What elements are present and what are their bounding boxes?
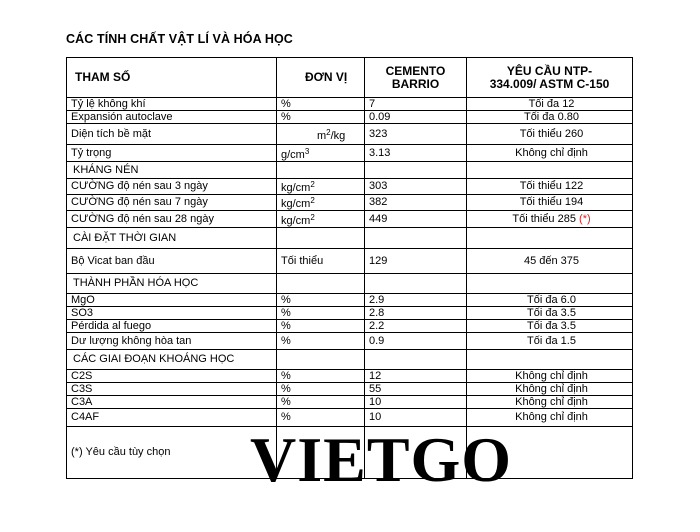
table-row bbox=[67, 179, 633, 195]
param-name: Bộ Vicat ban đầu bbox=[67, 249, 277, 274]
unit-cell: % bbox=[277, 111, 365, 124]
requirement-value: Tối đa 12 bbox=[467, 98, 633, 111]
requirement-value: 45 đến 375 bbox=[467, 249, 633, 274]
cemento-value: 3.13 bbox=[365, 145, 467, 162]
requirement-value: Tối thiểu 285 (*) bbox=[467, 211, 633, 228]
empty-cell bbox=[467, 274, 633, 294]
requirement-value: Tối đa 3.5 bbox=[467, 307, 633, 320]
requirement-value: Tối đa 3.5 bbox=[467, 320, 633, 333]
unit-cell: $kg/cm^2$ bbox=[277, 195, 365, 211]
requirement-value: Không chỉ định bbox=[467, 145, 633, 162]
header-requirement: YÊU CẦU NTP- 334.009/ ASTM C-150 bbox=[467, 58, 633, 98]
empty-cell bbox=[365, 274, 467, 294]
table-row bbox=[67, 294, 633, 307]
cemento-value: 2.2 bbox=[365, 320, 467, 333]
cemento-value: 10 bbox=[365, 409, 467, 427]
empty-cell bbox=[467, 228, 633, 249]
table-row bbox=[67, 145, 633, 162]
requirement-value: Tối đa 6.0 bbox=[467, 294, 633, 307]
section-label: THÀNH PHẦN HÓA HỌC bbox=[67, 274, 277, 294]
empty-cell bbox=[467, 162, 633, 179]
requirement-value: Tối đa 1.5 bbox=[467, 333, 633, 350]
param-name: Tỷ trọng bbox=[67, 145, 277, 162]
unit-cell: % bbox=[277, 294, 365, 307]
unit-cell: % bbox=[277, 370, 365, 383]
cemento-value: 2.8 bbox=[365, 307, 467, 320]
requirement-value: Tối đa 0.80 bbox=[467, 111, 633, 124]
requirement-value: Không chỉ định bbox=[467, 409, 633, 427]
requirement-value: Không chỉ định bbox=[467, 370, 633, 383]
empty-cell bbox=[277, 162, 365, 179]
param-name: C3A bbox=[67, 396, 277, 409]
param-name: C3S bbox=[67, 383, 277, 396]
unit-cell: % bbox=[277, 383, 365, 396]
unit-cell: % bbox=[277, 307, 365, 320]
cemento-value: 323 bbox=[365, 124, 467, 145]
section-label: CÁC GIAI ĐOẠN KHOÁNG HỌC bbox=[67, 350, 277, 370]
param-name: Dư lượng không hòa tan bbox=[67, 333, 277, 350]
requirement-value: Tối thiểu 122 bbox=[467, 179, 633, 195]
requirement-value: Tối thiểu 260 bbox=[467, 124, 633, 145]
table-row bbox=[67, 249, 633, 274]
requirement-value: Không chỉ định bbox=[467, 383, 633, 396]
cemento-value: 2.9 bbox=[365, 294, 467, 307]
cemento-value: 10 bbox=[365, 396, 467, 409]
unit-cell: $m^2/kg$ bbox=[277, 124, 365, 145]
unit-cell: $kg/cm^2$ bbox=[277, 211, 365, 228]
section-row bbox=[67, 350, 633, 370]
empty-cell bbox=[365, 350, 467, 370]
empty-cell bbox=[277, 350, 365, 370]
section-row bbox=[67, 274, 633, 294]
table-row bbox=[67, 333, 633, 350]
param-name: CƯỜNG độ nén sau 7 ngày bbox=[67, 195, 277, 211]
cemento-value: 7 bbox=[365, 98, 467, 111]
document-title: CÁC TÍNH CHẤT VẬT LÍ VÀ HÓA HỌC bbox=[66, 32, 293, 46]
param-name: SO3 bbox=[67, 307, 277, 320]
cemento-value: 55 bbox=[365, 383, 467, 396]
watermark-logo: VIETGO bbox=[250, 424, 513, 495]
unit-cell: % bbox=[277, 320, 365, 333]
unit-cell: $kg/cm^2$ bbox=[277, 179, 365, 195]
empty-cell bbox=[277, 274, 365, 294]
empty-cell bbox=[365, 162, 467, 179]
table-row bbox=[67, 195, 633, 211]
section-row bbox=[67, 228, 633, 249]
param-name: MgO bbox=[67, 294, 277, 307]
cemento-value: 129 bbox=[365, 249, 467, 274]
cemento-value: 382 bbox=[365, 195, 467, 211]
param-name: Expansión autoclave bbox=[67, 111, 277, 124]
table-header-row bbox=[67, 58, 633, 98]
unit-cell: Tối thiểu bbox=[277, 249, 365, 274]
unit-cell: % bbox=[277, 396, 365, 409]
param-name: Pérdida al fuego bbox=[67, 320, 277, 333]
section-label: KHÁNG NÉN bbox=[67, 162, 277, 179]
param-name: Diện tích bề mặt bbox=[67, 124, 277, 145]
header-cemento: CEMENTO BARRIO bbox=[365, 58, 467, 98]
unit-cell: % bbox=[277, 409, 365, 427]
cemento-value: 0.09 bbox=[365, 111, 467, 124]
cemento-value: 12 bbox=[365, 370, 467, 383]
section-label: CÀI ĐẶT THỜI GIAN bbox=[67, 228, 277, 249]
param-name: C4AF bbox=[67, 409, 277, 427]
empty-cell bbox=[365, 228, 467, 249]
empty-cell bbox=[277, 228, 365, 249]
header-param: THAM SỐ bbox=[67, 58, 277, 98]
empty-cell bbox=[467, 350, 633, 370]
table-row bbox=[67, 320, 633, 333]
table-row bbox=[67, 370, 633, 383]
header-unit: ĐƠN VỊ bbox=[277, 58, 365, 98]
param-name: CƯỜNG độ nén sau 3 ngày bbox=[67, 179, 277, 195]
cemento-value: 449 bbox=[365, 211, 467, 228]
cemento-value: 0.9 bbox=[365, 333, 467, 350]
table-row bbox=[67, 307, 633, 320]
unit-cell: % bbox=[277, 333, 365, 350]
properties-table bbox=[66, 57, 633, 479]
footnote: (*) Yêu cầu tùy chọn bbox=[67, 427, 277, 479]
unit-cell: $g/cm^3$ bbox=[277, 145, 365, 162]
table-row bbox=[67, 383, 633, 396]
section-row bbox=[67, 162, 633, 179]
unit-cell: % bbox=[277, 98, 365, 111]
requirement-value: Tối thiểu 194 bbox=[467, 195, 633, 211]
optional-marker: (*) bbox=[579, 212, 591, 225]
table-row bbox=[67, 124, 633, 145]
param-name: Tỷ lệ không khí bbox=[67, 98, 277, 111]
table-row bbox=[67, 396, 633, 409]
table-row bbox=[67, 211, 633, 228]
param-name: C2S bbox=[67, 370, 277, 383]
requirement-value: Không chỉ định bbox=[467, 396, 633, 409]
table-row bbox=[67, 98, 633, 111]
param-name: CƯỜNG độ nén sau 28 ngày bbox=[67, 211, 277, 228]
table-row bbox=[67, 111, 633, 124]
cemento-value: 303 bbox=[365, 179, 467, 195]
